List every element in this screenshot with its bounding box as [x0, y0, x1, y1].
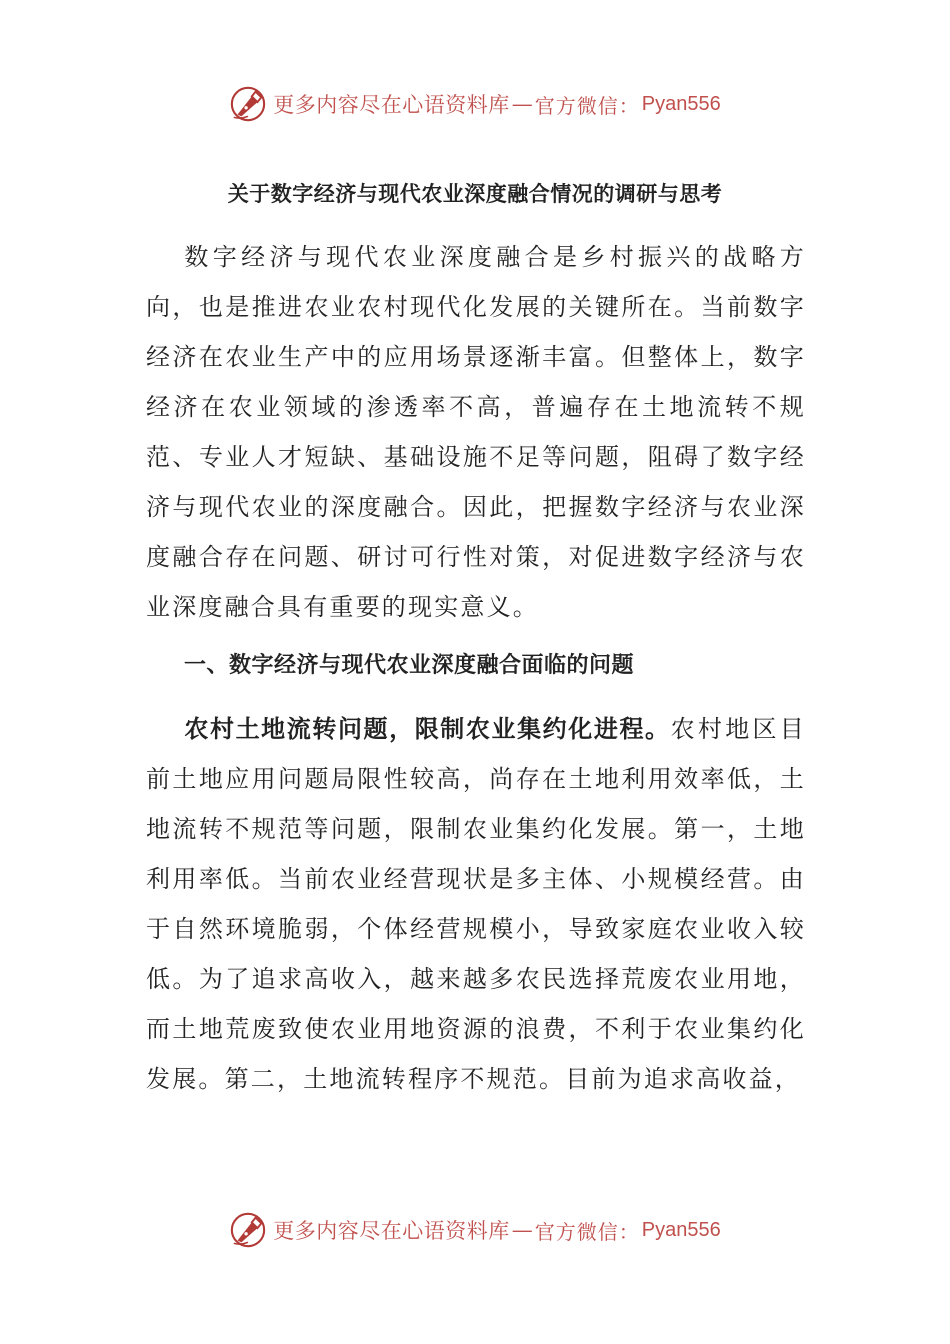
document-title: 关于数字经济与现代农业深度融合情况的调研与思考	[227, 182, 723, 206]
footer-watermark	[0, 1208, 950, 1252]
watermark-text: 更多内容尽在心语资料库	[273, 93, 510, 117]
watermark-wechat-label: 官方微信：	[534, 1219, 640, 1244]
watermark-wechat-id: Pyan556	[641, 92, 721, 115]
paragraph-lead-sentence: 农村土地流转问题，限制农业集约化进程。	[184, 715, 671, 743]
watermark-separator: —	[511, 92, 533, 116]
section-paragraph	[146, 704, 806, 1104]
paragraph-body: 农村地区目前土地应用问题局限性较高，尚存在土地利用效率低，土地流转不规范等问题，限制农业集约化发展。第一，土地利用率低。当前农业经营现状是多主体、小规模经营。由于自然环境脆弱，个体经营规模小，导致家庭农业收入较低。为了追求高收入，越来越多农民选择荒废农业用地，而土地荒废致使农业用地资源的浪费，不利于农业集约化发展。第二，土地流转程序不规范。目前为追求高收益，	[146, 715, 807, 1093]
pen-nib-logo-icon	[229, 1211, 267, 1249]
header-watermark	[0, 82, 950, 126]
intro-paragraph: 数字经济与现代农业深度融合是乡村振兴的战略方向，也是推进农业农村现代化发展的关键所在。当前数字经济在农业生产中的应用场景逐渐丰富。但整体上，数字经济在农业领域的渗透率不高，普遍存在土地流转不规范、专业人才短缺、基础设施不足等问题，阻碍了数字经济与现代农业的深度融合。因此，把握数字经济与农业深度融合存在问题、研讨可行性对策，对促进数字经济与农业深度融合具有重要的现实意义。	[146, 243, 806, 621]
section-heading: 一、数字经济与现代农业深度融合面临的问题	[184, 653, 635, 678]
watermark-wechat-id: Pyan556	[641, 1218, 721, 1241]
watermark-separator: —	[511, 1218, 533, 1242]
watermark-text: 更多内容尽在心语资料库	[273, 1219, 510, 1243]
watermark-wechat-label: 官方微信：	[534, 93, 640, 118]
pen-nib-logo-icon	[229, 85, 267, 123]
